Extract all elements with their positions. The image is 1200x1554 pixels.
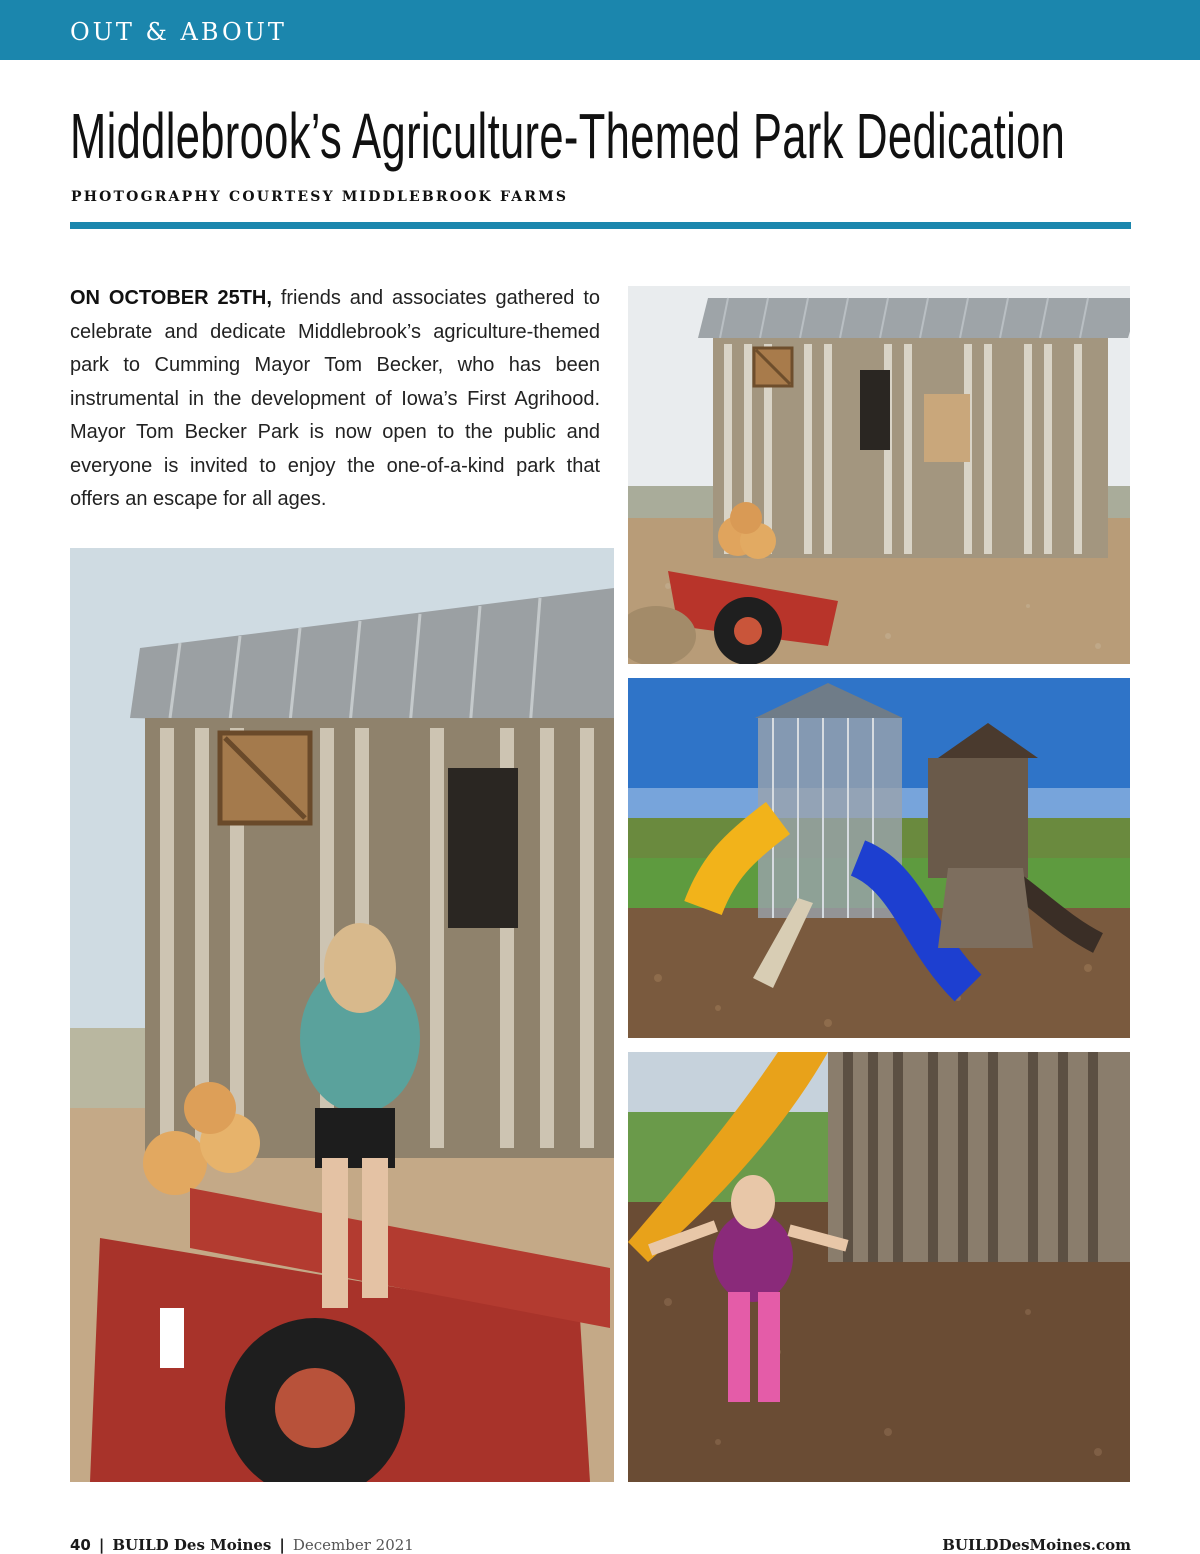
title-divider (70, 222, 1131, 229)
lead-in: ON OCTOBER 25TH, (70, 287, 272, 309)
girl-on-wagon-photo (70, 548, 614, 1482)
website-link[interactable]: BUILDDesMoines.com (942, 1536, 1131, 1554)
section-header-bar (0, 0, 1200, 60)
page-footer (70, 1538, 1131, 1553)
magazine-name: BUILD Des Moines (112, 1536, 272, 1554)
silo-slide-photo (628, 678, 1130, 1038)
issue-date: December 2021 (292, 1536, 414, 1554)
girl-running-photo (628, 1052, 1130, 1482)
photo-credit: PHOTOGRAPHY COURTESY MIDDLEBROOK FARMS (71, 189, 569, 205)
page-number: 40 (70, 1536, 91, 1554)
article-body (70, 282, 600, 517)
body-text: friends and associates gathered to celebrate and dedicate Middlebrook’s agriculture-themed park to Cumming Mayor Tom Becker, who has been instrumental in the development of Iowa’s First Agrihood. Mayor Tom Becker Park is now open to the public and everyone is invited to enjoy the one-of-a-kind park that offers an escape for all ages. (70, 287, 600, 510)
footer-separator: | (98, 1536, 105, 1554)
section-label: OUT & ABOUT (70, 18, 287, 46)
footer-separator-2: | (279, 1536, 285, 1554)
barn-play-structure-photo (628, 286, 1130, 664)
article-title: Middlebrook’s Agriculture-Themed Park Dedication (70, 100, 1066, 172)
